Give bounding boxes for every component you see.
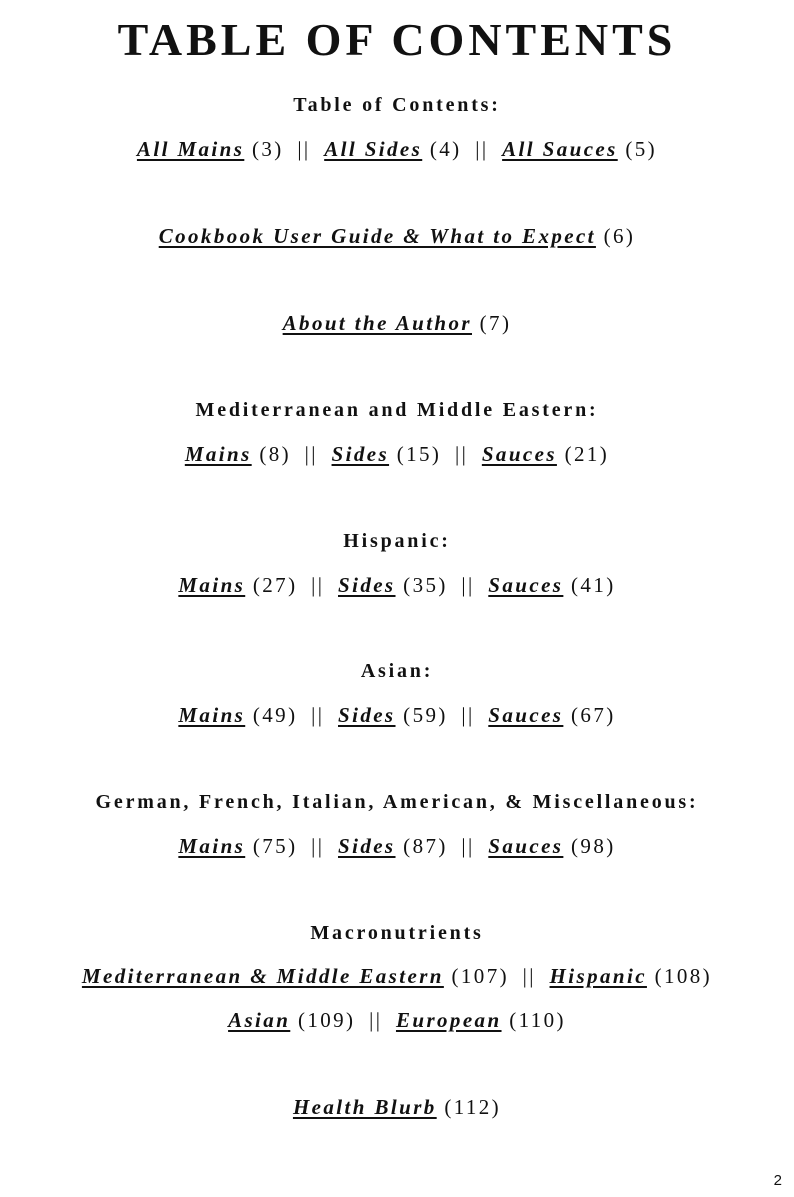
macros-european-page: (110) <box>509 1008 566 1032</box>
separator: || <box>461 834 475 858</box>
section-links-asian <box>0 701 794 729</box>
guide-row <box>0 222 794 250</box>
macros-hispanic-link[interactable]: Hispanic <box>549 964 647 988</box>
macros-mediterranean-page: (107) <box>451 964 510 988</box>
section-links-mediterranean <box>0 440 794 468</box>
author-row <box>0 309 794 337</box>
all-mains-link[interactable]: All Mains <box>136 137 245 161</box>
macros-hispanic-page: (108) <box>654 964 713 988</box>
macros-asian-page: (109) <box>297 1008 356 1032</box>
separator: || <box>461 573 475 597</box>
mains-page: (75) <box>252 834 298 858</box>
section-links-hispanic <box>0 571 794 599</box>
sides-link[interactable]: Sides <box>331 442 390 466</box>
all-mains-page: (3) <box>251 137 284 161</box>
separator: || <box>475 137 489 161</box>
macronutrients-row-1 <box>0 962 794 990</box>
mains-page: (49) <box>252 703 298 727</box>
mains-link[interactable]: Mains <box>178 834 246 858</box>
sauces-page: (67) <box>571 703 616 727</box>
all-sides-page: (4) <box>429 137 462 161</box>
separator: || <box>311 703 325 727</box>
macronutrients-row-2 <box>0 1006 794 1034</box>
mains-link[interactable]: Mains <box>184 442 252 466</box>
macronutrients-heading: Macronutrients <box>310 922 484 944</box>
sides-page: (87) <box>403 834 448 858</box>
section-links-european <box>0 832 794 860</box>
sauces-link[interactable]: Sauces <box>488 573 564 597</box>
all-sides-link[interactable]: All Sides <box>324 137 423 161</box>
all-sauces-link[interactable]: All Sauces <box>502 137 618 161</box>
mains-page: (27) <box>252 573 298 597</box>
user-guide-link[interactable]: Cookbook User Guide & What to Expect <box>158 224 596 248</box>
macros-european-link[interactable]: European <box>395 1008 502 1032</box>
section-heading-european: German, French, Italian, American, & Miscellaneous: <box>95 791 699 813</box>
page-number: 2 <box>773 1172 782 1189</box>
macros-asian-link[interactable]: Asian <box>228 1008 291 1032</box>
sides-page: (15) <box>396 442 442 466</box>
separator: || <box>297 137 311 161</box>
all-sauces-page: (5) <box>625 137 658 161</box>
sauces-page: (21) <box>564 442 610 466</box>
sides-link[interactable]: Sides <box>338 834 396 858</box>
section-heading-hispanic: Hispanic: <box>343 530 451 552</box>
separator: || <box>304 442 318 466</box>
section-heading-mediterranean: Mediterranean and Middle Eastern: <box>195 399 599 421</box>
sauces-page: (98) <box>571 834 616 858</box>
mains-link[interactable]: Mains <box>178 703 246 727</box>
mains-page: (8) <box>259 442 292 466</box>
health-blurb-page: (112) <box>444 1095 502 1119</box>
macros-mediterranean-link[interactable]: Mediterranean & Middle Eastern <box>81 964 444 988</box>
health-blurb-link[interactable]: Health Blurb <box>292 1095 437 1119</box>
sides-page: (35) <box>403 573 448 597</box>
page-title: TABLE OF CONTENTS <box>117 14 677 65</box>
about-author-page: (7) <box>479 311 512 335</box>
separator: || <box>454 442 469 466</box>
mains-link[interactable]: Mains <box>178 573 246 597</box>
user-guide-page: (6) <box>603 224 636 248</box>
sauces-page: (41) <box>571 573 616 597</box>
section-heading-asian: Asian: <box>360 660 434 682</box>
sides-link[interactable]: Sides <box>338 703 396 727</box>
health-row <box>0 1093 794 1121</box>
about-author-link[interactable]: About the Author <box>282 311 472 335</box>
separator: || <box>311 834 325 858</box>
separator: || <box>311 573 325 597</box>
sauces-link[interactable]: Sauces <box>488 834 564 858</box>
sauces-link[interactable]: Sauces <box>481 442 557 466</box>
separator: || <box>369 1008 383 1032</box>
toc-heading: Table of Contents: <box>293 94 501 116</box>
separator: || <box>461 703 475 727</box>
sides-page: (59) <box>403 703 448 727</box>
all-recipes-row <box>0 135 794 163</box>
sides-link[interactable]: Sides <box>338 573 396 597</box>
sauces-link[interactable]: Sauces <box>488 703 564 727</box>
separator: || <box>522 964 536 988</box>
